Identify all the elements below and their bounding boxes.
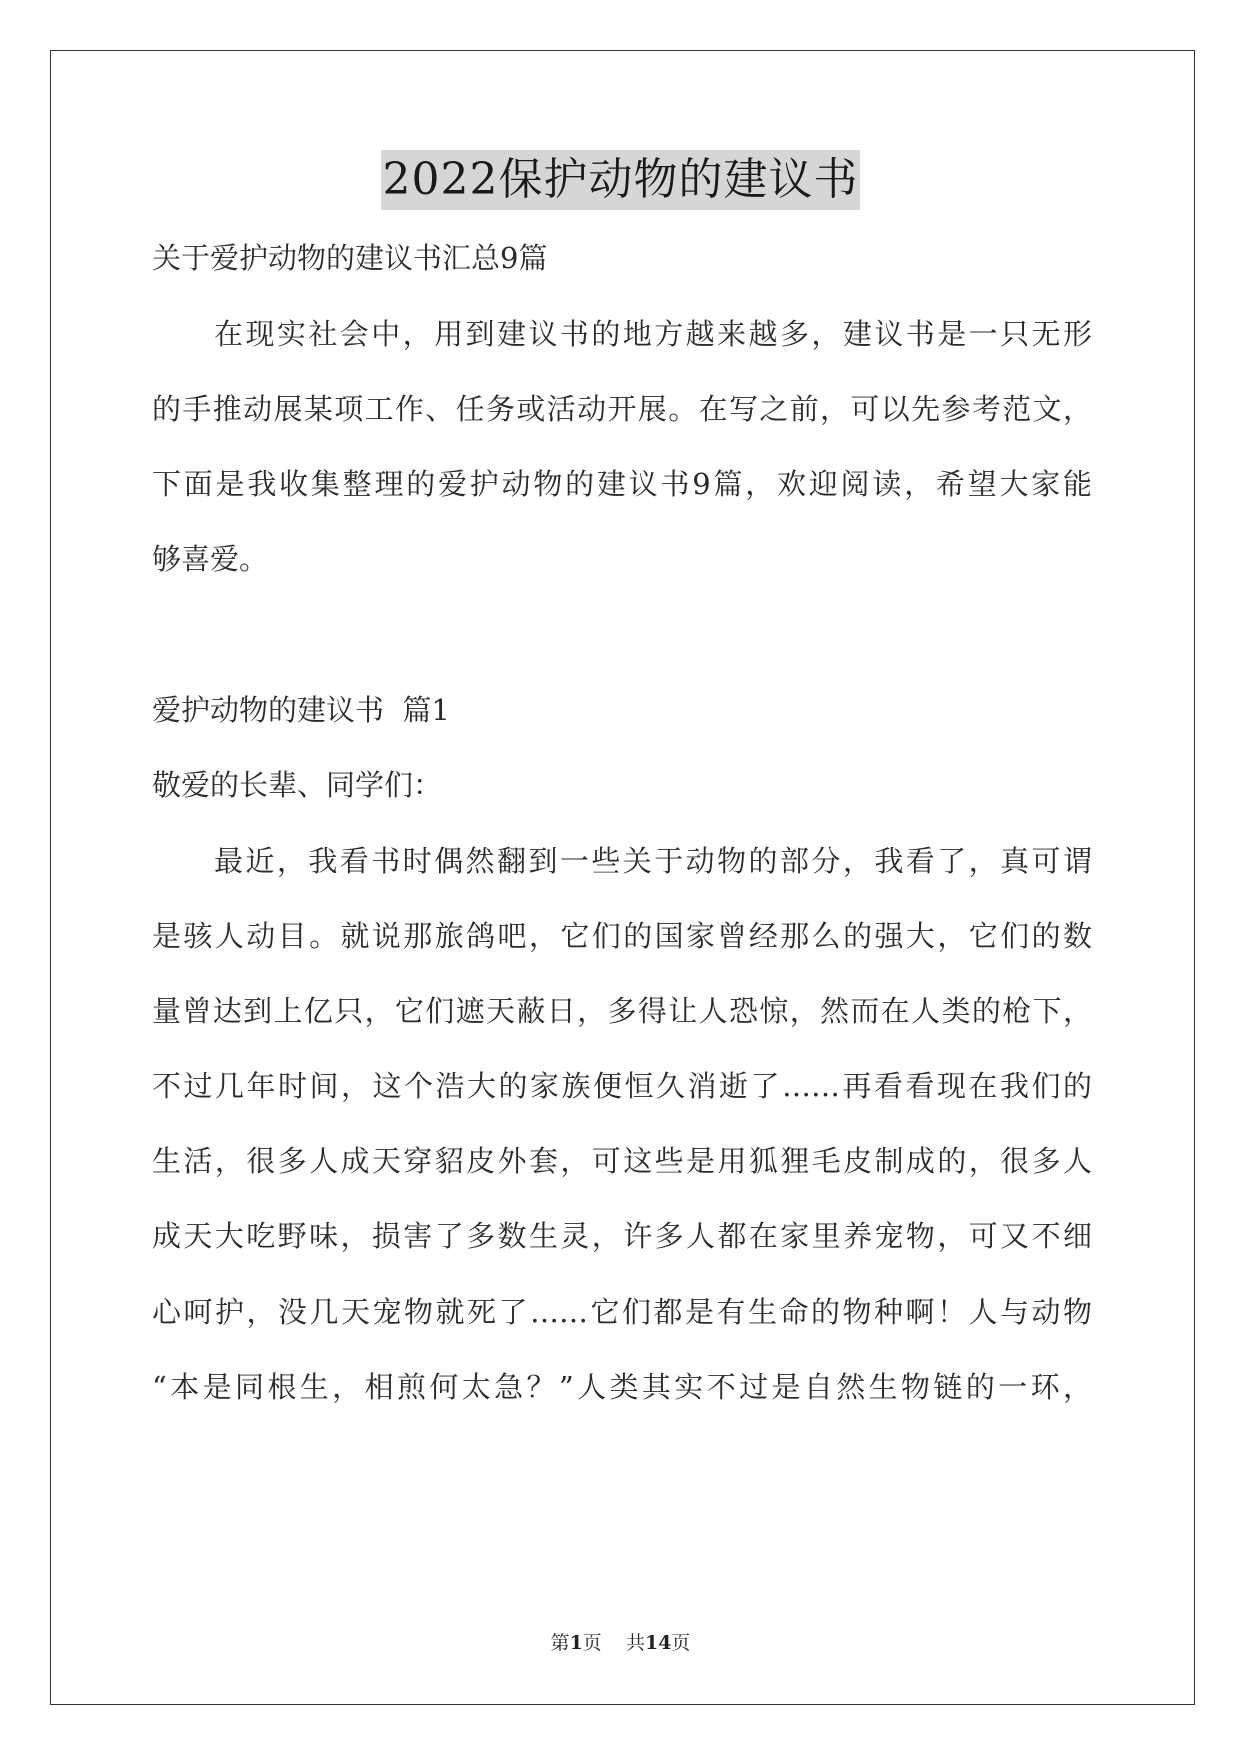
intro-line: 下面是我收集整理的爱护动物的建议书9篇，欢迎阅读，希望大家能: [152, 467, 1092, 501]
footer-middle: 页 共: [582, 1632, 645, 1654]
salutation: 敬爱的长辈、同学们：: [152, 768, 443, 802]
body-line: 生活，很多人成天穿貂皮外套，可这些是用狐狸毛皮制成的，很多人: [152, 1144, 1092, 1178]
section-heading: 爱护动物的建议书 篇1: [152, 693, 450, 727]
body-line: “本是同根生，相煎何太急？”人类其实不过是自然生物链的一环，: [152, 1370, 1092, 1404]
footer-page-number: 1: [569, 1632, 583, 1654]
intro-line: 够喜爱。: [152, 542, 269, 576]
title-container: [0, 150, 1241, 210]
footer-total-pages: 14: [644, 1632, 672, 1654]
body-line: 不过几年时间，这个浩大的家族便恒久消逝了……再看看现在我们的: [152, 1069, 1092, 1103]
body-line: 量曾达到上亿只，它们遮天蔽日，多得让人恐惊，然而在人类的枪下，: [152, 994, 1092, 1028]
document-subtitle: 关于爱护动物的建议书汇总9篇: [152, 241, 548, 275]
body-line: 心呵护，没几天宠物就死了……它们都是有生命的物种啊！人与动物: [152, 1295, 1092, 1329]
document-title: 2022保护动物的建议书: [381, 150, 861, 210]
body-line: 最近，我看书时偶然翻到一些关于动物的部分，我看了，真可谓: [214, 844, 1092, 878]
intro-line: 的手推动展某项工作、任务或活动开展。在写之前，可以先参考范文，: [152, 392, 1092, 426]
page-footer: [0, 1630, 1241, 1656]
body-line: 是骇人动目。就说那旅鸽吧，它们的国家曾经那么的强大，它们的数: [152, 919, 1092, 953]
intro-line: 在现实社会中，用到建议书的地方越来越多，建议书是一只无形: [214, 317, 1092, 351]
footer-suffix: 页: [671, 1632, 691, 1654]
body-line: 成天大吃野味，损害了多数生灵，许多人都在家里养宠物，可又不细: [152, 1219, 1092, 1253]
footer-prefix: 第: [550, 1632, 570, 1654]
